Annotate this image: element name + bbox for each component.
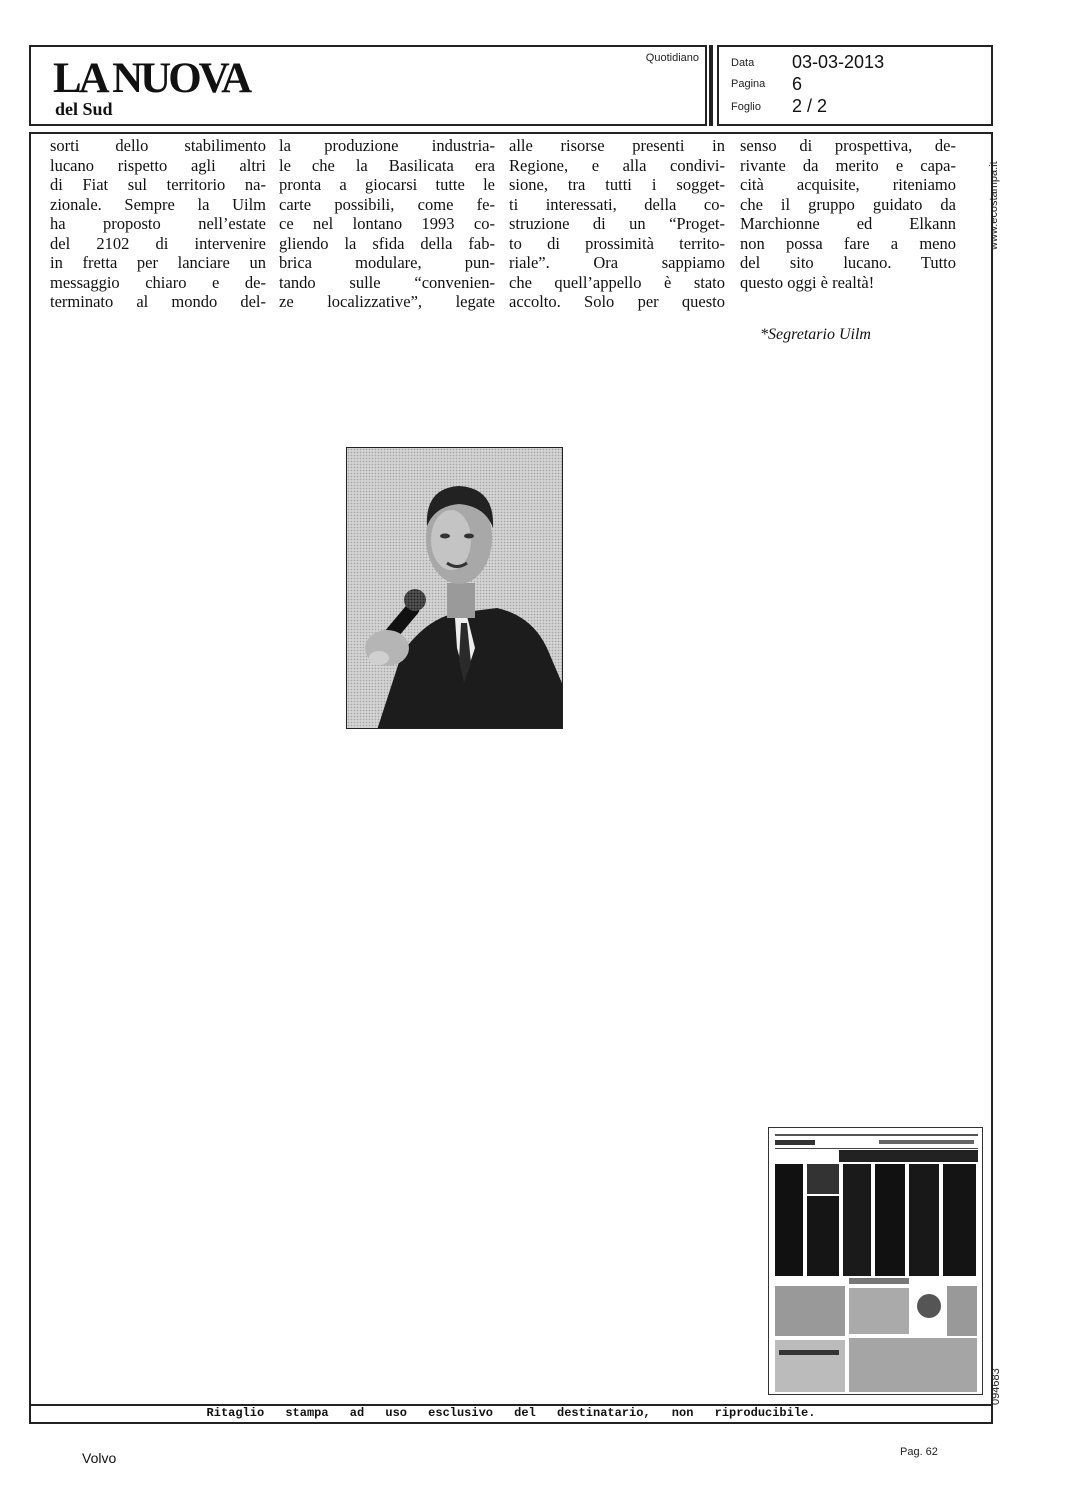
date-label: Data <box>731 57 755 69</box>
article-column-4 <box>740 136 956 292</box>
text-line: senso di prospettiva, de- <box>740 136 956 155</box>
text-line: ti interessati, della co- <box>509 194 725 214</box>
author-signature: *Segretario Uilm <box>760 326 871 343</box>
article-column-2 <box>279 136 495 312</box>
text-line: alle risorse presenti in <box>509 136 725 155</box>
newspaper-logo: LA NUOVA <box>53 55 250 102</box>
clipping-code: 094683 <box>990 1368 1002 1405</box>
text-line: messaggio chiaro e de- <box>50 272 266 292</box>
masthead-box <box>29 45 707 126</box>
client-name: Volvo <box>82 1450 117 1466</box>
text-line: ce nel lontano 1993 co- <box>279 214 495 233</box>
text-line: terminato al mondo del- <box>50 292 266 311</box>
text-line: sorti dello stabilimento <box>50 136 266 155</box>
text-line: ha proposto nell’estate <box>50 214 266 233</box>
article-column-1 <box>50 136 266 312</box>
sheet-value: 2 / 2 <box>792 96 828 116</box>
page-number: Pag. 62 <box>900 1446 938 1458</box>
page-value: 6 <box>792 74 803 94</box>
page-label: Pagina <box>731 78 766 90</box>
text-line: struzione di un “Proget- <box>509 214 725 233</box>
text-line: pronta a giocarsi tutte le <box>279 175 495 194</box>
text-line: gliendo la sfida della fab- <box>279 233 495 253</box>
text-line: zionale. Sempre la Uilm <box>50 194 266 214</box>
text-line: cità acquisite, riteniamo <box>740 175 956 194</box>
speaker-photo <box>346 447 563 729</box>
text-line: questo oggi è realtà! <box>740 272 875 292</box>
text-line: brica modulare, pun- <box>279 253 495 272</box>
text-line: tando sulle “convenien- <box>279 272 495 292</box>
text-line: in fretta per lanciare un <box>50 253 266 272</box>
text-line: che quell’appello è stato <box>509 272 725 292</box>
text-line: to di prossimità territo- <box>509 233 725 253</box>
text-line: riale”. Ora sappiamo <box>509 253 725 272</box>
text-line: sione, tra tutti i sogget- <box>509 175 725 194</box>
article-column-3 <box>509 136 725 312</box>
text-line: del 2102 di intervenire <box>50 233 266 253</box>
text-line: di Fiat sul territorio na- <box>50 175 266 194</box>
text-line: Regione, e alla condivi- <box>509 155 725 175</box>
text-line: le che la Basilicata era <box>279 155 495 175</box>
text-line: Marchionne ed Elkann <box>740 214 956 233</box>
text-line: del sito lucano. Tutto <box>740 253 956 272</box>
text-line: non possa fare a meno <box>740 233 956 253</box>
date-value: 03-03-2013 <box>792 52 885 72</box>
text-line: rivante da merito e capa- <box>740 155 956 175</box>
text-line: la produzione industria- <box>279 136 495 155</box>
reproduction-disclaimer: Ritaglio stampa ad uso esclusivo del destinatario, non riproducibile. <box>206 1406 816 1420</box>
newspaper-logo-sub: del Sud <box>55 99 113 119</box>
text-line: ze localizzative”, legate <box>279 292 495 311</box>
text-line: che il gruppo guidato da <box>740 194 956 214</box>
page-thumbnail <box>768 1127 983 1395</box>
meta-box <box>717 45 993 126</box>
publication-type: Quotidiano <box>645 52 699 64</box>
text-line: lucano rispetto agli altri <box>50 155 266 175</box>
sheet-label: Foglio <box>731 101 761 113</box>
text-line: carte possibili, come fe- <box>279 194 495 214</box>
ecostampa-url: www.ecostampa.it <box>988 161 1000 250</box>
text-line: accolto. Solo per questo <box>509 292 725 311</box>
